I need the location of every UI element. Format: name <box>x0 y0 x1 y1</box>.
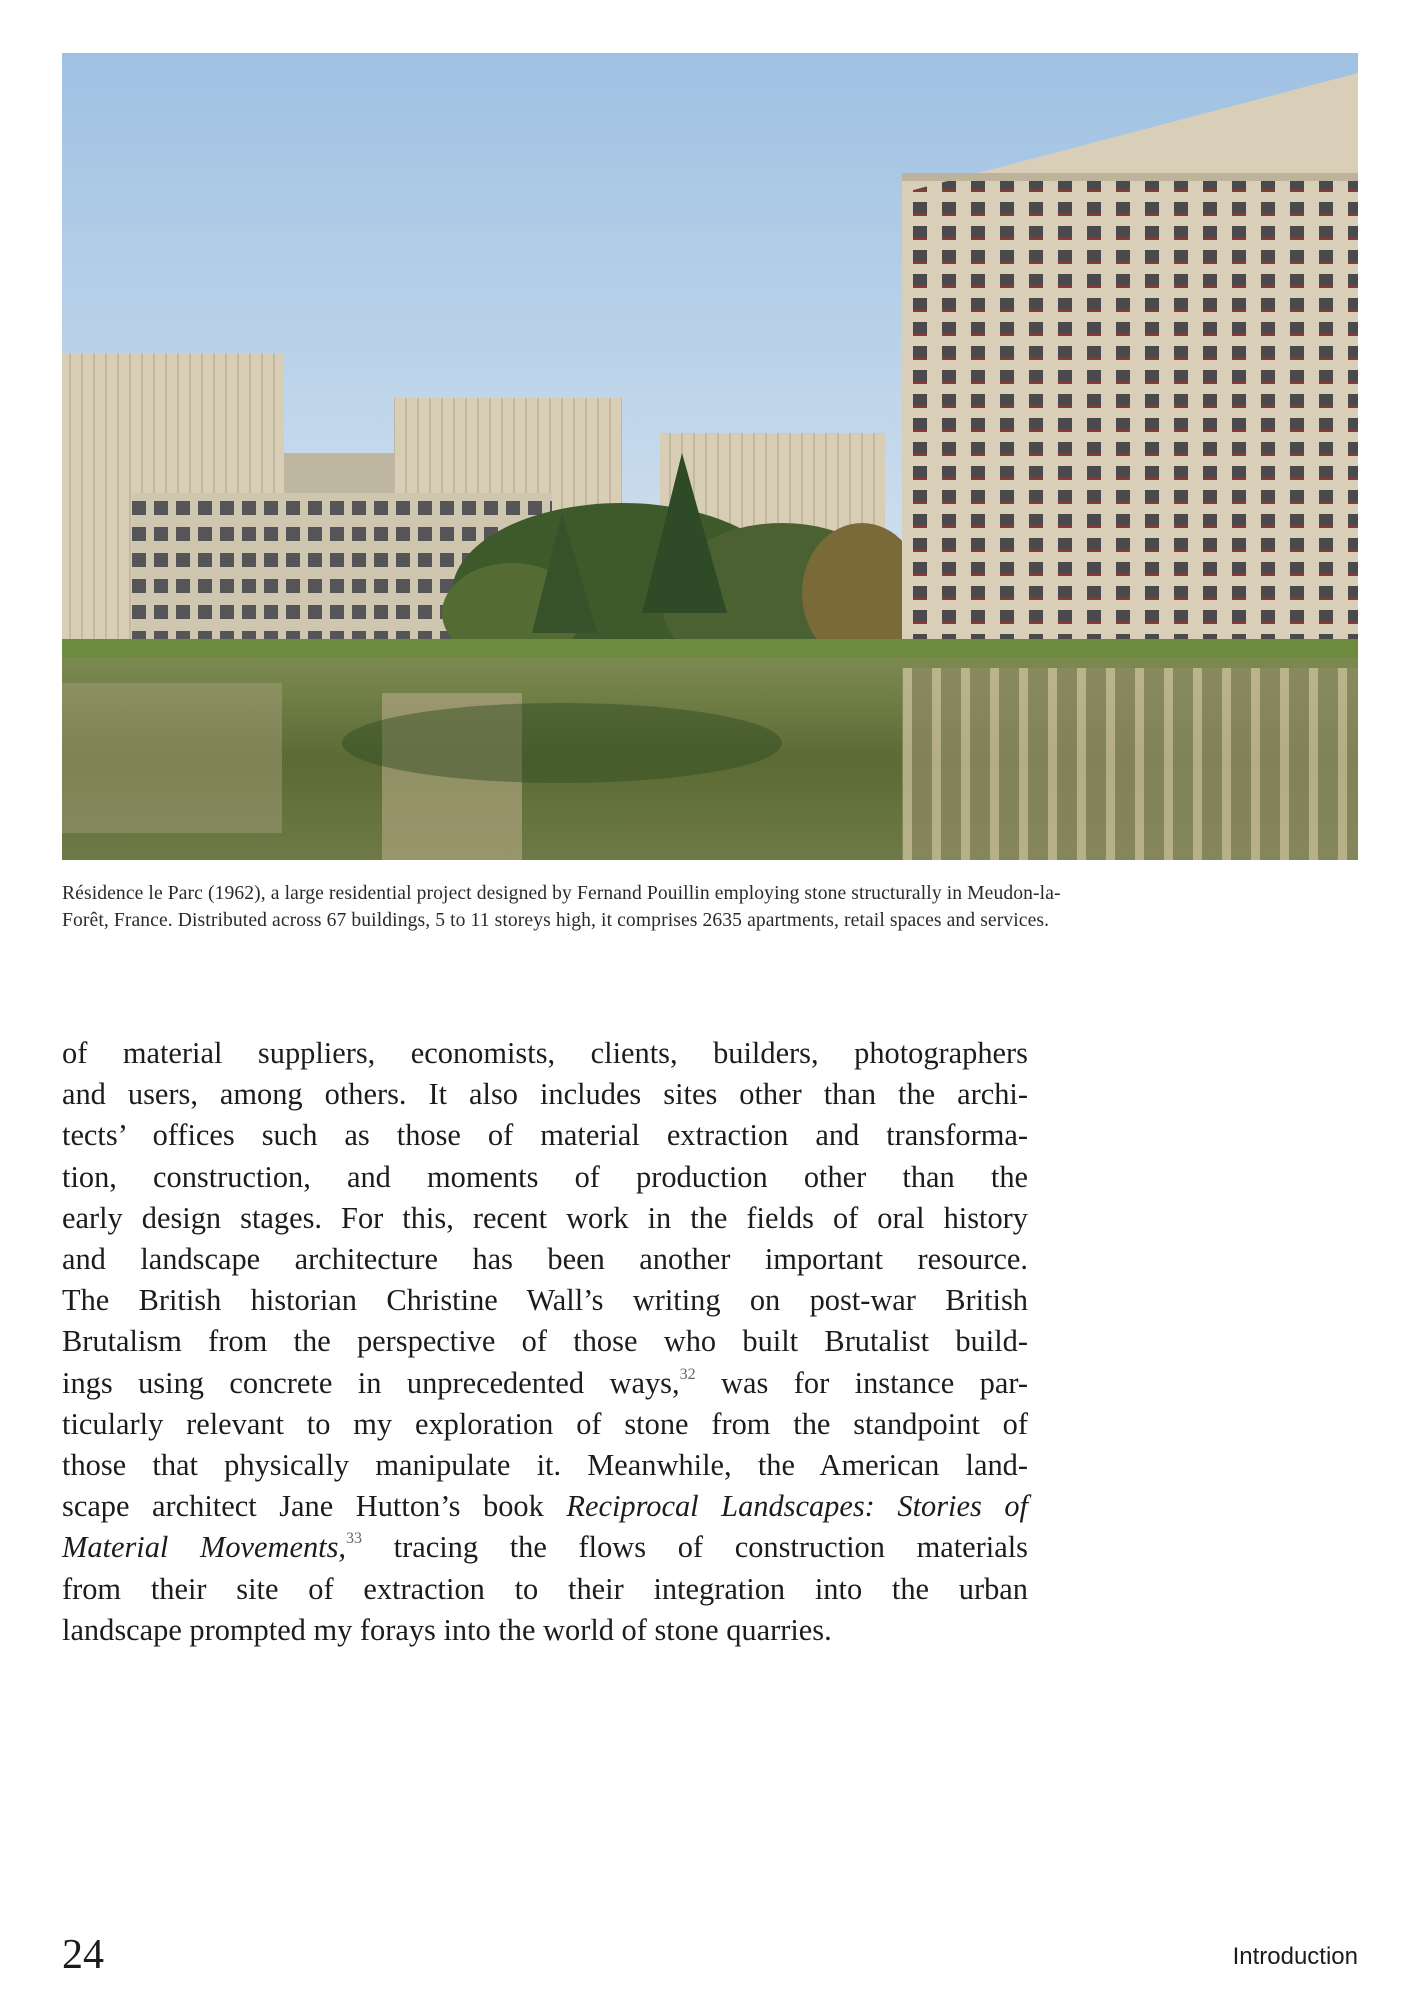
body-text-segment: scape architect Jane Hutton’s book <box>62 1489 567 1524</box>
body-text <box>62 1033 1028 1651</box>
photo-illustration <box>62 53 1358 860</box>
body-line-last: landscape prompted my forays into the world of stone quarries. <box>62 1612 832 1647</box>
figure-caption <box>62 880 1362 934</box>
residence-le-parc-photo <box>62 53 1358 860</box>
running-head: Introduction <box>1232 1943 1358 1970</box>
body-line: early design stages. For this, recent work in the fields of oral history <box>62 1200 1028 1235</box>
body-line: those that physically manipulate it. Meanwhile, the American land- <box>62 1448 1028 1483</box>
body-line: of material suppliers, economists, clients, builders, photographers <box>62 1036 1028 1070</box>
page-number: 24 <box>62 1932 104 1978</box>
body-line <box>62 1486 1028 1527</box>
footnote-marker-33[interactable]: 33 <box>346 1530 363 1548</box>
body-line: and users, among others. It also includes sites other than the archi- <box>62 1077 1028 1112</box>
book-title: Material Movements, <box>62 1530 347 1565</box>
book-title: Reciprocal Landscapes: Stories of <box>566 1489 1028 1524</box>
body-line: ticularly relevant to my exploration of stone from the standpoint of <box>62 1406 1028 1441</box>
body-line: The British historian Christine Wall’s writing on post-war British <box>62 1283 1028 1318</box>
body-line: tion, construction, and moments of production other than the <box>62 1159 1028 1194</box>
body-line: Brutalism from the perspective of those who built Brutalist build- <box>62 1324 1028 1359</box>
body-line <box>62 1527 1028 1568</box>
body-line: from their site of extraction to their integration into the urban <box>62 1571 1028 1606</box>
body-line: tects’ offices such as those of material extraction and transforma- <box>62 1118 1028 1153</box>
body-text-segment: was for instance par- <box>695 1365 1028 1400</box>
body-text-segment: tracing the flows of construction materials <box>362 1530 1028 1565</box>
body-text-segment: ings using concrete in unprecedented ways, <box>62 1365 680 1400</box>
body-line <box>62 1363 1028 1404</box>
caption-line: Forêt, France. Distributed across 67 buildings, 5 to 11 storeys high, it comprises 2635 apartments, retail spaces and services. <box>62 910 1050 931</box>
footnote-marker-32[interactable]: 32 <box>679 1365 696 1383</box>
caption-line: Résidence le Parc (1962), a large residential project designed by Fernand Pouillin employing stone structurally in Meudon-la- <box>62 883 1061 904</box>
body-line: and landscape architecture has been another important resource. <box>62 1242 1028 1277</box>
